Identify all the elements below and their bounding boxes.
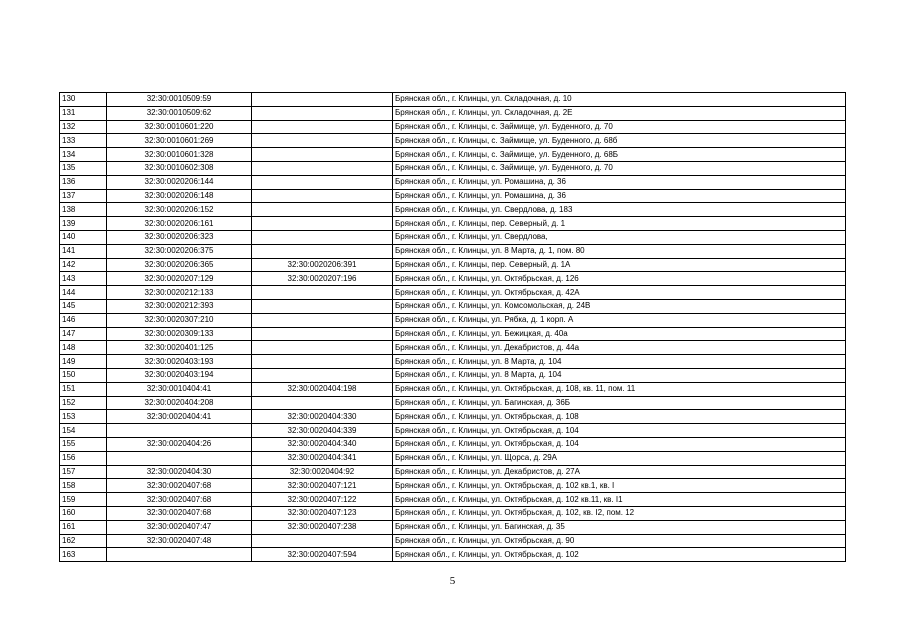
linked-cadastral-number-cell: 32:30:0020404:339: [252, 424, 393, 438]
row-number-cell: 131: [60, 106, 107, 120]
address-cell: Брянская обл., г. Клинцы, ул. Октябрьская, д. 108: [393, 410, 846, 424]
linked-cadastral-number-cell: [252, 396, 393, 410]
address-cell: Брянская обл., г. Клинцы, ул. Октябрьская, д. 104: [393, 424, 846, 438]
table-row: [60, 189, 846, 203]
row-number-cell: 140: [60, 230, 107, 244]
table-row: [60, 465, 846, 479]
cadastral-number-cell: 32:30:0010601:328: [107, 148, 252, 162]
linked-cadastral-number-cell: 32:30:0020407:123: [252, 506, 393, 520]
address-cell: Брянская обл., г. Клинцы, ул. Октябрьская, д. 108, кв. 11, пом. 11: [393, 382, 846, 396]
address-cell: Брянская обл., г. Клинцы, ул. Ромашина, д. 36: [393, 175, 846, 189]
cadastral-number-cell: 32:30:0020404:41: [107, 410, 252, 424]
document-page: [59, 92, 846, 562]
linked-cadastral-number-cell: 32:30:0020404:340: [252, 437, 393, 451]
row-number-cell: 133: [60, 134, 107, 148]
linked-cadastral-number-cell: 32:30:0020404:341: [252, 451, 393, 465]
cadastral-number-cell: 32:30:0020403:193: [107, 355, 252, 369]
cadastral-number-cell: [107, 424, 252, 438]
linked-cadastral-number-cell: 32:30:0020407:594: [252, 548, 393, 562]
address-cell: Брянская обл., г. Клинцы, ул. Багинская, д. 36Б: [393, 396, 846, 410]
table-body: [60, 93, 846, 562]
cadastral-number-cell: 32:30:0020206:365: [107, 258, 252, 272]
cadastral-number-cell: 32:30:0010602:308: [107, 161, 252, 175]
table-row: [60, 244, 846, 258]
linked-cadastral-number-cell: [252, 120, 393, 134]
row-number-cell: 156: [60, 451, 107, 465]
table-row: [60, 341, 846, 355]
table-row: [60, 451, 846, 465]
row-number-cell: 142: [60, 258, 107, 272]
cadastral-number-cell: 32:30:0020206:161: [107, 217, 252, 231]
address-cell: Брянская обл., г. Клинцы, ул. Октябрьская, д. 104: [393, 437, 846, 451]
cadastral-number-cell: 32:30:0020407:68: [107, 479, 252, 493]
linked-cadastral-number-cell: 32:30:0020407:122: [252, 493, 393, 507]
table-row: [60, 382, 846, 396]
table-row: [60, 396, 846, 410]
table-row: [60, 93, 846, 107]
address-cell: Брянская обл., г. Клинцы, с. Займище, ул. Буденного, д. 70: [393, 120, 846, 134]
table-row: [60, 106, 846, 120]
table-row: [60, 258, 846, 272]
row-number-cell: 161: [60, 520, 107, 534]
cadastral-number-cell: 32:30:0010509:62: [107, 106, 252, 120]
address-cell: Брянская обл., г. Клинцы, ул. Бежицкая, д. 40а: [393, 327, 846, 341]
cadastral-number-cell: 32:30:0020404:26: [107, 437, 252, 451]
linked-cadastral-number-cell: [252, 230, 393, 244]
cadastral-number-cell: [107, 548, 252, 562]
linked-cadastral-number-cell: [252, 134, 393, 148]
row-number-cell: 159: [60, 493, 107, 507]
address-cell: Брянская обл., г. Клинцы, ул. Октябрьская, д. 102: [393, 548, 846, 562]
address-cell: Брянская обл., г. Клинцы, ул. Свердлова,: [393, 230, 846, 244]
linked-cadastral-number-cell: [252, 93, 393, 107]
table-row: [60, 299, 846, 313]
address-cell: Брянская обл., г. Клинцы, с. Займище, ул. Буденного, д. 70: [393, 161, 846, 175]
linked-cadastral-number-cell: [252, 327, 393, 341]
address-cell: Брянская обл., г. Клинцы, ул. Октябрьская, д. 102 кв.11, кв. I1: [393, 493, 846, 507]
linked-cadastral-number-cell: 32:30:0020404:92: [252, 465, 393, 479]
row-number-cell: 163: [60, 548, 107, 562]
table-row: [60, 493, 846, 507]
table-row: [60, 327, 846, 341]
cadastral-number-cell: 32:30:0020207:129: [107, 272, 252, 286]
table-row: [60, 548, 846, 562]
cadastral-number-cell: 32:30:0020212:133: [107, 286, 252, 300]
linked-cadastral-number-cell: [252, 355, 393, 369]
cadastral-number-cell: 32:30:0020206:152: [107, 203, 252, 217]
linked-cadastral-number-cell: [252, 203, 393, 217]
table-row: [60, 479, 846, 493]
address-cell: Брянская обл., г. Клинцы, ул. Рябка, д. 1 корп. А: [393, 313, 846, 327]
property-register-table: [59, 92, 846, 562]
cadastral-number-cell: 32:30:0020407:68: [107, 493, 252, 507]
row-number-cell: 137: [60, 189, 107, 203]
address-cell: Брянская обл., г. Клинцы, ул. Октябрьская, д. 90: [393, 534, 846, 548]
row-number-cell: 145: [60, 299, 107, 313]
row-number-cell: 154: [60, 424, 107, 438]
cadastral-number-cell: 32:30:0020206:323: [107, 230, 252, 244]
cadastral-number-cell: 32:30:0010601:220: [107, 120, 252, 134]
linked-cadastral-number-cell: 32:30:0020207:196: [252, 272, 393, 286]
table-row: [60, 437, 846, 451]
linked-cadastral-number-cell: [252, 106, 393, 120]
row-number-cell: 150: [60, 368, 107, 382]
address-cell: Брянская обл., г. Клинцы, ул. Комсомольская, д. 24В: [393, 299, 846, 313]
address-cell: Брянская обл., г. Клинцы, ул. Октябрьская, д. 102, кв. I2, пом. 12: [393, 506, 846, 520]
table-row: [60, 506, 846, 520]
row-number-cell: 157: [60, 465, 107, 479]
linked-cadastral-number-cell: [252, 217, 393, 231]
row-number-cell: 151: [60, 382, 107, 396]
linked-cadastral-number-cell: [252, 368, 393, 382]
address-cell: Брянская обл., г. Клинцы, пер. Северный, д. 1А: [393, 258, 846, 272]
linked-cadastral-number-cell: [252, 341, 393, 355]
address-cell: Брянская обл., г. Клинцы, с. Займище, ул. Буденного, д. 68Б: [393, 148, 846, 162]
linked-cadastral-number-cell: [252, 161, 393, 175]
table-row: [60, 134, 846, 148]
cadastral-number-cell: 32:30:0020212:393: [107, 299, 252, 313]
row-number-cell: 144: [60, 286, 107, 300]
cadastral-number-cell: 32:30:0020407:68: [107, 506, 252, 520]
row-number-cell: 130: [60, 93, 107, 107]
address-cell: Брянская обл., г. Клинцы, ул. Декабристов, д. 44а: [393, 341, 846, 355]
linked-cadastral-number-cell: [252, 299, 393, 313]
cadastral-number-cell: 32:30:0010404:41: [107, 382, 252, 396]
linked-cadastral-number-cell: [252, 175, 393, 189]
row-number-cell: 147: [60, 327, 107, 341]
cadastral-number-cell: 32:30:0020206:144: [107, 175, 252, 189]
cadastral-number-cell: 32:30:0010509:59: [107, 93, 252, 107]
address-cell: Брянская обл., г. Клинцы, ул. 8 Марта, д. 1, пом. 80: [393, 244, 846, 258]
row-number-cell: 153: [60, 410, 107, 424]
table-row: [60, 368, 846, 382]
linked-cadastral-number-cell: [252, 148, 393, 162]
linked-cadastral-number-cell: 32:30:0020206:391: [252, 258, 393, 272]
cadastral-number-cell: 32:30:0020404:208: [107, 396, 252, 410]
cadastral-number-cell: 32:30:0010601:269: [107, 134, 252, 148]
linked-cadastral-number-cell: 32:30:0020404:198: [252, 382, 393, 396]
linked-cadastral-number-cell: [252, 534, 393, 548]
table-row: [60, 534, 846, 548]
page-number: 5: [449, 575, 456, 587]
table-row: [60, 313, 846, 327]
cadastral-number-cell: [107, 451, 252, 465]
table-row: [60, 286, 846, 300]
address-cell: Брянская обл., г. Клинцы, ул. Декабристов, д. 27А: [393, 465, 846, 479]
row-number-cell: 148: [60, 341, 107, 355]
cadastral-number-cell: 32:30:0020309:133: [107, 327, 252, 341]
table-row: [60, 175, 846, 189]
table-row: [60, 424, 846, 438]
address-cell: Брянская обл., г. Клинцы, ул. Складочная, д. 10: [393, 93, 846, 107]
table-row: [60, 520, 846, 534]
address-cell: Брянская обл., г. Клинцы, ул. Октябрьская, д. 42А: [393, 286, 846, 300]
address-cell: Брянская обл., г. Клинцы, ул. Багинская, д. 35: [393, 520, 846, 534]
row-number-cell: 138: [60, 203, 107, 217]
table-row: [60, 272, 846, 286]
row-number-cell: 134: [60, 148, 107, 162]
linked-cadastral-number-cell: [252, 189, 393, 203]
table-row: [60, 217, 846, 231]
row-number-cell: 146: [60, 313, 107, 327]
table-row: [60, 230, 846, 244]
linked-cadastral-number-cell: [252, 313, 393, 327]
table-row: [60, 203, 846, 217]
row-number-cell: 152: [60, 396, 107, 410]
linked-cadastral-number-cell: 32:30:0020407:238: [252, 520, 393, 534]
row-number-cell: 143: [60, 272, 107, 286]
table-row: [60, 410, 846, 424]
row-number-cell: 158: [60, 479, 107, 493]
cadastral-number-cell: 32:30:0020407:48: [107, 534, 252, 548]
address-cell: Брянская обл., г. Клинцы, пер. Северный, д. 1: [393, 217, 846, 231]
address-cell: Брянская обл., г. Клинцы, ул. Октябрьская, д. 102 кв.1, кв. I: [393, 479, 846, 493]
row-number-cell: 132: [60, 120, 107, 134]
table-row: [60, 161, 846, 175]
address-cell: Брянская обл., г. Клинцы, ул. 8 Марта, д. 104: [393, 368, 846, 382]
cadastral-number-cell: 32:30:0020401:125: [107, 341, 252, 355]
row-number-cell: 139: [60, 217, 107, 231]
address-cell: Брянская обл., г. Клинцы, ул. Складочная, д. 2Е: [393, 106, 846, 120]
table-row: [60, 120, 846, 134]
linked-cadastral-number-cell: 32:30:0020407:121: [252, 479, 393, 493]
address-cell: Брянская обл., г. Клинцы, ул. Щорса, д. 29А: [393, 451, 846, 465]
cadastral-number-cell: 32:30:0020206:148: [107, 189, 252, 203]
row-number-cell: 135: [60, 161, 107, 175]
row-number-cell: 155: [60, 437, 107, 451]
row-number-cell: 162: [60, 534, 107, 548]
address-cell: Брянская обл., г. Клинцы, ул. Ромашина, д. 36: [393, 189, 846, 203]
row-number-cell: 149: [60, 355, 107, 369]
address-cell: Брянская обл., г. Клинцы, с. Займище, ул. Буденного, д. 68б: [393, 134, 846, 148]
address-cell: Брянская обл., г. Клинцы, ул. Свердлова, д. 183: [393, 203, 846, 217]
address-cell: Брянская обл., г. Клинцы, ул. 8 Марта, д. 104: [393, 355, 846, 369]
linked-cadastral-number-cell: [252, 286, 393, 300]
row-number-cell: 136: [60, 175, 107, 189]
address-cell: Брянская обл., г. Клинцы, ул. Октябрьская, д. 126: [393, 272, 846, 286]
linked-cadastral-number-cell: [252, 244, 393, 258]
cadastral-number-cell: 32:30:0020206:375: [107, 244, 252, 258]
cadastral-number-cell: 32:30:0020403:194: [107, 368, 252, 382]
table-row: [60, 355, 846, 369]
row-number-cell: 160: [60, 506, 107, 520]
linked-cadastral-number-cell: 32:30:0020404:330: [252, 410, 393, 424]
table-row: [60, 148, 846, 162]
cadastral-number-cell: 32:30:0020307:210: [107, 313, 252, 327]
cadastral-number-cell: 32:30:0020404:30: [107, 465, 252, 479]
row-number-cell: 141: [60, 244, 107, 258]
cadastral-number-cell: 32:30:0020407:47: [107, 520, 252, 534]
